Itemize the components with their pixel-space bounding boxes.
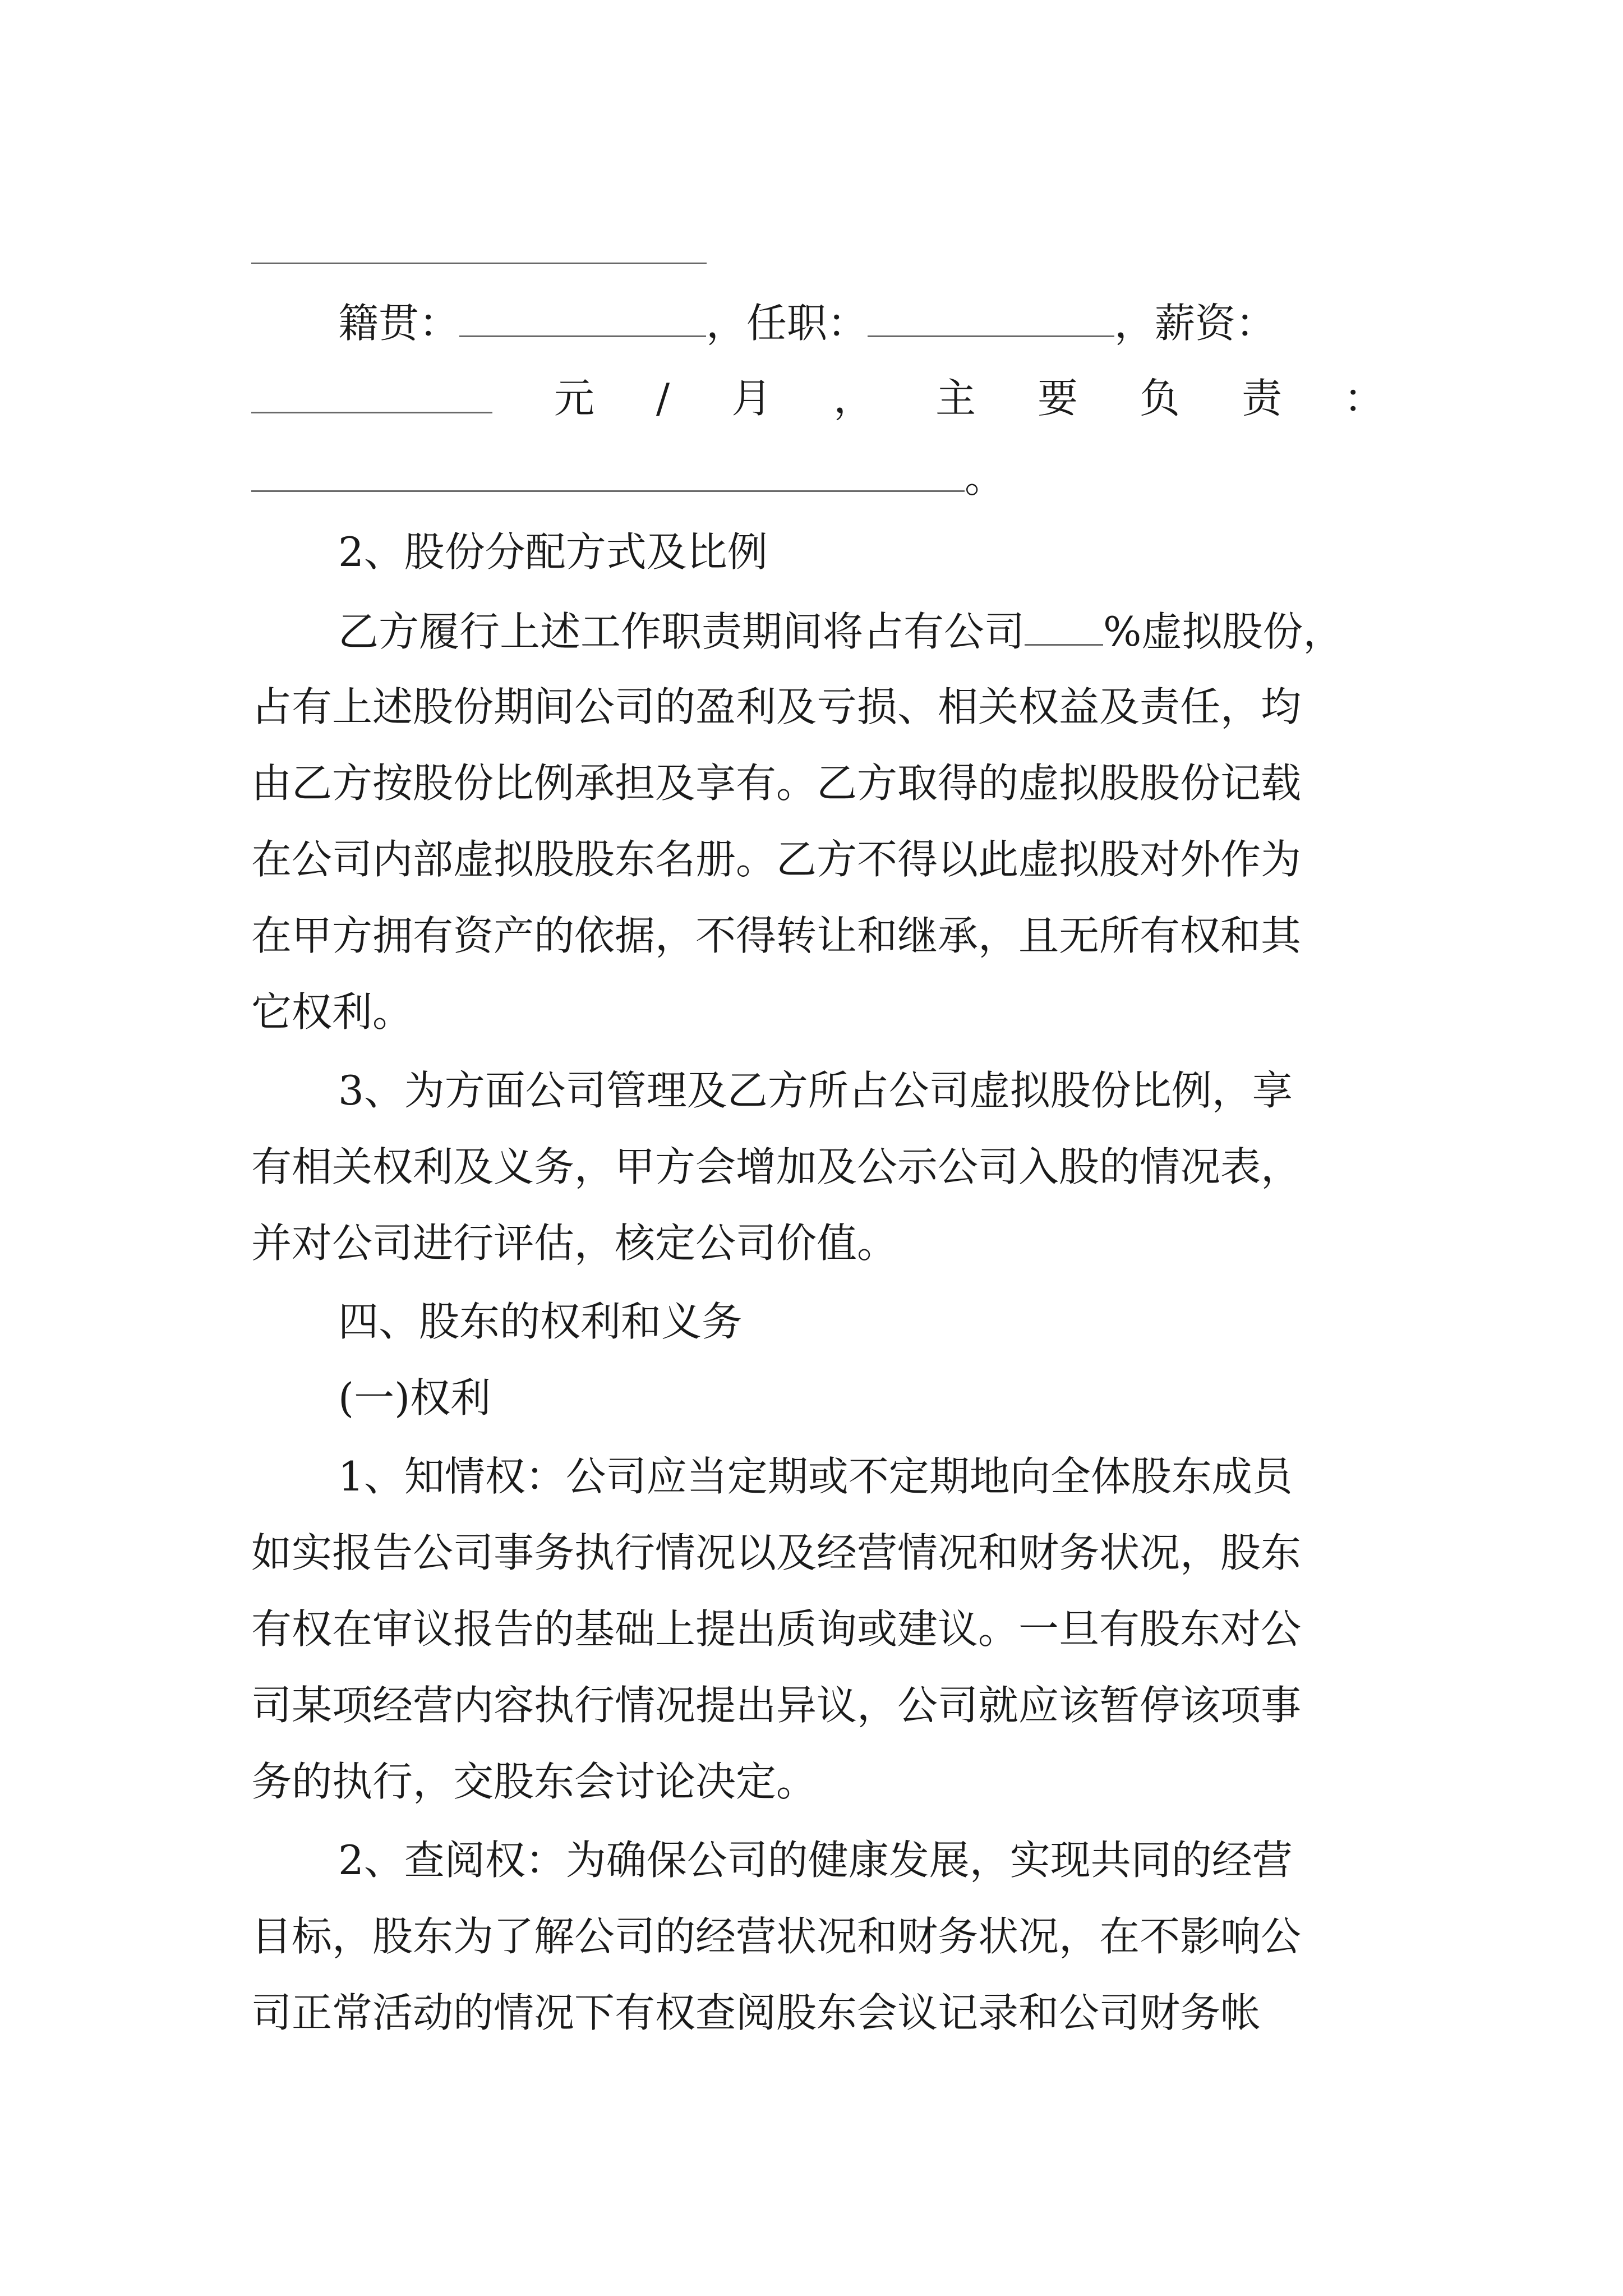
section2-paragraph-line6: 它权利。 [251,988,413,1036]
section3-line2: 有相关权利及义务，甲方会增加及公示公司入股的情况表， [251,1143,1302,1190]
item1-line2: 如实报告公司事务执行情况以及经营情况和财务状况，股东 [251,1529,1302,1576]
section3-line3: 并对公司进行评估，核定公司价值。 [251,1220,898,1267]
item1-line5: 务的执行，交股东会讨论决定。 [251,1758,817,1805]
section2-paragraph-line4: 在公司内部虚拟股股东名册。乙方不得以此虚拟股对外作为 [251,836,1302,883]
position-blank [868,294,1114,337]
item1-line4: 司某项经营内容执行情况提出异议，公司就应该暂停该项事 [251,1682,1302,1729]
salary-row [251,370,1384,426]
label-position: 任职： [746,300,868,347]
section2-paragraph-line2: 占有上述股份期间公司的盈利及亏损、相关权益及责任，均 [251,683,1302,730]
section2-paragraph-line5: 在甲方拥有资产的依据，不得转让和继承，且无所有权和其 [251,912,1302,959]
slash: / [656,375,670,422]
percentage-blank [1025,602,1103,646]
item1-line3: 有权在审议报告的基础上提出质询或建议。一旦有股东对公 [251,1605,1302,1653]
section2-heading: 2、股份分配方式及比例 [338,528,768,576]
salary-blank [251,370,492,413]
duty-end-mark: 。 [965,454,1006,501]
duty-row [251,449,1384,505]
item2-line2: 目标，股东为了解公司的经营状况和财务状况，在不影响公 [251,1913,1302,1960]
label-salary: 薪资： [1155,300,1276,347]
section4-heading: 四、股东的权利和义务 [338,1298,743,1345]
char-yao: 要 [1038,375,1078,422]
label-native-place: 籍贯： [338,300,460,347]
section2-paragraph-line1 [251,602,1471,659]
personal-info-row [251,294,1384,350]
unit-yuan: 元 [554,375,594,422]
char-ze: 责 [1241,375,1282,422]
item2-line3: 司正常活动的情况下有权查阅股东会议记录和公司财务帐 [251,1989,1261,2036]
section2-paragraph-line3: 由乙方按股份比例承担及享有。乙方取得的虚拟股股份记载 [251,760,1302,807]
colon: ： [1343,375,1384,422]
char-zhu: 主 [935,375,976,422]
native-place-blank [459,294,706,337]
comma-1: ， [706,300,747,347]
top-blank-line [251,263,707,264]
section3-line1: 3、为方面公司管理及乙方所占公司虚拟股份比例，享 [338,1067,1293,1114]
item2-line1: 2、查阅权：为确保公司的健康发展，实现共同的经营 [338,1837,1293,1884]
char-fu: 负 [1140,375,1181,422]
paragraph-text: %虚拟股份， [1103,608,1344,655]
comma: ， [833,375,874,422]
unit-yue: 月 [731,375,772,422]
section4-subheading: (一)权利 [338,1374,491,1421]
comma-2: ， [1114,300,1155,347]
item1-line1: 1、知情权：公司应当定期或不定期地向全体股东成员 [338,1453,1293,1500]
duty-blank [251,449,965,492]
paragraph-text: 乙方履行上述工作职责期间将占有公司 [338,608,1025,655]
